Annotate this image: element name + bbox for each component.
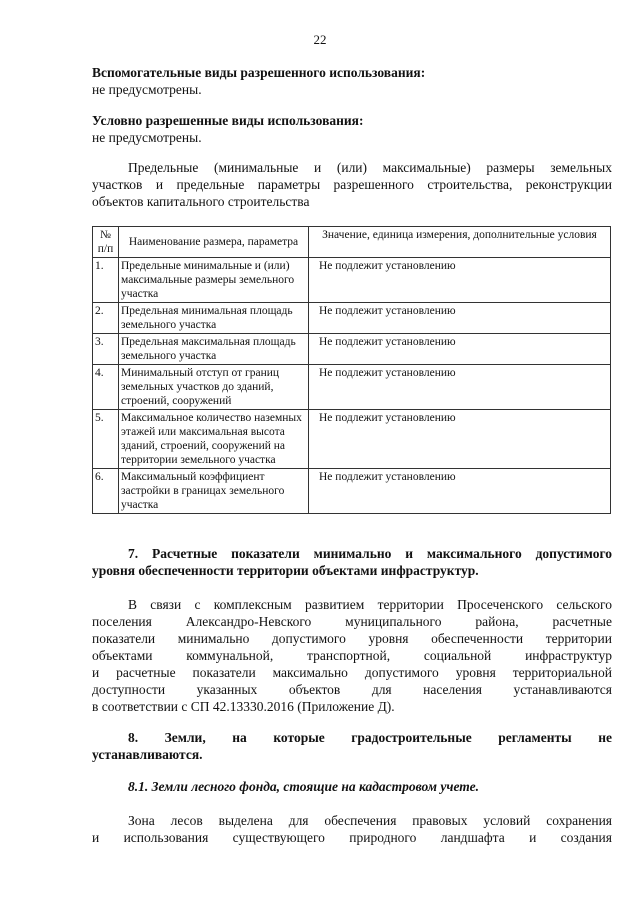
row-value: Не подлежит установлению [309,334,611,365]
row-num: 2. [93,303,119,334]
row-num: 5. [93,410,119,469]
section-8-1-heading: 8.1. Земли лесного фонда, стоящие на кадастровом учете. [128,779,479,794]
section-8-heading-line-2: устанавливаются. [92,747,203,762]
section-7-body-line-7: в соответствии с СП 42.13330.2016 (Приложение Д). [92,699,395,714]
row-value: Не подлежит установлению [309,258,611,303]
row-value: Не подлежит установлению [309,365,611,410]
row-num: 4. [93,365,119,410]
conditional-uses-text: не предусмотрены. [92,130,202,145]
table-row [93,365,611,410]
row-name: Максимальное количество наземных этажей или максимальная высота зданий, строений, сооружений на территории земельного участка [119,410,309,469]
aux-uses-text: не предусмотрены. [92,82,202,97]
aux-uses-heading: Вспомогательные виды разрешенного использования: [92,65,426,80]
section-7-body-line-2: поселения Александро-Невского муниципального района, расчетные [92,614,612,629]
table-row [93,258,611,303]
row-num: 6. [93,469,119,514]
table-row [93,469,611,514]
section-8-heading-line-1: 8. Земли, на которые градостроительные регламенты не [128,730,612,745]
row-name: Максимальный коэффициент застройки в границах земельного участка [119,469,309,514]
header-value: Значение, единица измерения, дополнительные условия [309,227,611,258]
section-7-body-line-5: и расчетные показатели максимально допустимого уровня территориальной [92,665,612,680]
row-name: Предельные минимальные и (или) максимальные размеры земельного участка [119,258,309,303]
section-7-body-line-4: объектами коммунальной, транспортной, социальной инфраструктур [92,648,612,663]
row-name: Предельная максимальная площадь земельного участка [119,334,309,365]
row-value: Не подлежит установлению [309,410,611,469]
section-7-body-line-1: В связи с комплексным развитием территории Просеченского сельского [128,597,612,612]
row-num: 1. [93,258,119,303]
row-value: Не подлежит установлению [309,303,611,334]
conditional-uses-heading: Условно разрешенные виды использования: [92,113,364,128]
section-7-body-line-3: показатели минимально допустимого уровня обеспеченности территории [92,631,612,646]
table-row [93,410,611,469]
row-num: 3. [93,334,119,365]
page-number: 22 [313,32,327,47]
row-name: Предельная минимальная площадь земельного участка [119,303,309,334]
section-8-1-body-line-2: и использования существующего природного ландшафта и создания [92,830,612,845]
table-row [93,334,611,365]
row-name: Минимальный отступ от границ земельных участков до зданий, строений, сооружений [119,365,309,410]
parameters-table [92,226,611,514]
table-header-row [93,227,611,258]
section-7-heading-line-2: уровня обеспеченности территории объектами инфраструктур. [92,563,479,578]
section-8-1-body-line-1: Зона лесов выделена для обеспечения правовых условий сохранения [128,813,612,828]
section-7-body-line-6: доступности указанных объектов для населения устанавливаются [92,682,612,697]
table-row [93,303,611,334]
row-value: Не подлежит установлению [309,469,611,514]
limits-intro-line-1: Предельные (минимальные и (или) максимальные) размеры земельных [128,160,612,175]
limits-intro-line-3: объектов капитального строительства [92,194,310,209]
section-7-heading-line-1: 7. Расчетные показатели минимально и максимального допустимого [128,546,612,561]
limits-intro-line-2: участков и предельные параметры разрешенного строительства, реконструкции [92,177,612,192]
header-num: № п/п [93,227,119,258]
header-name: Наименование размера, параметра [119,227,309,258]
